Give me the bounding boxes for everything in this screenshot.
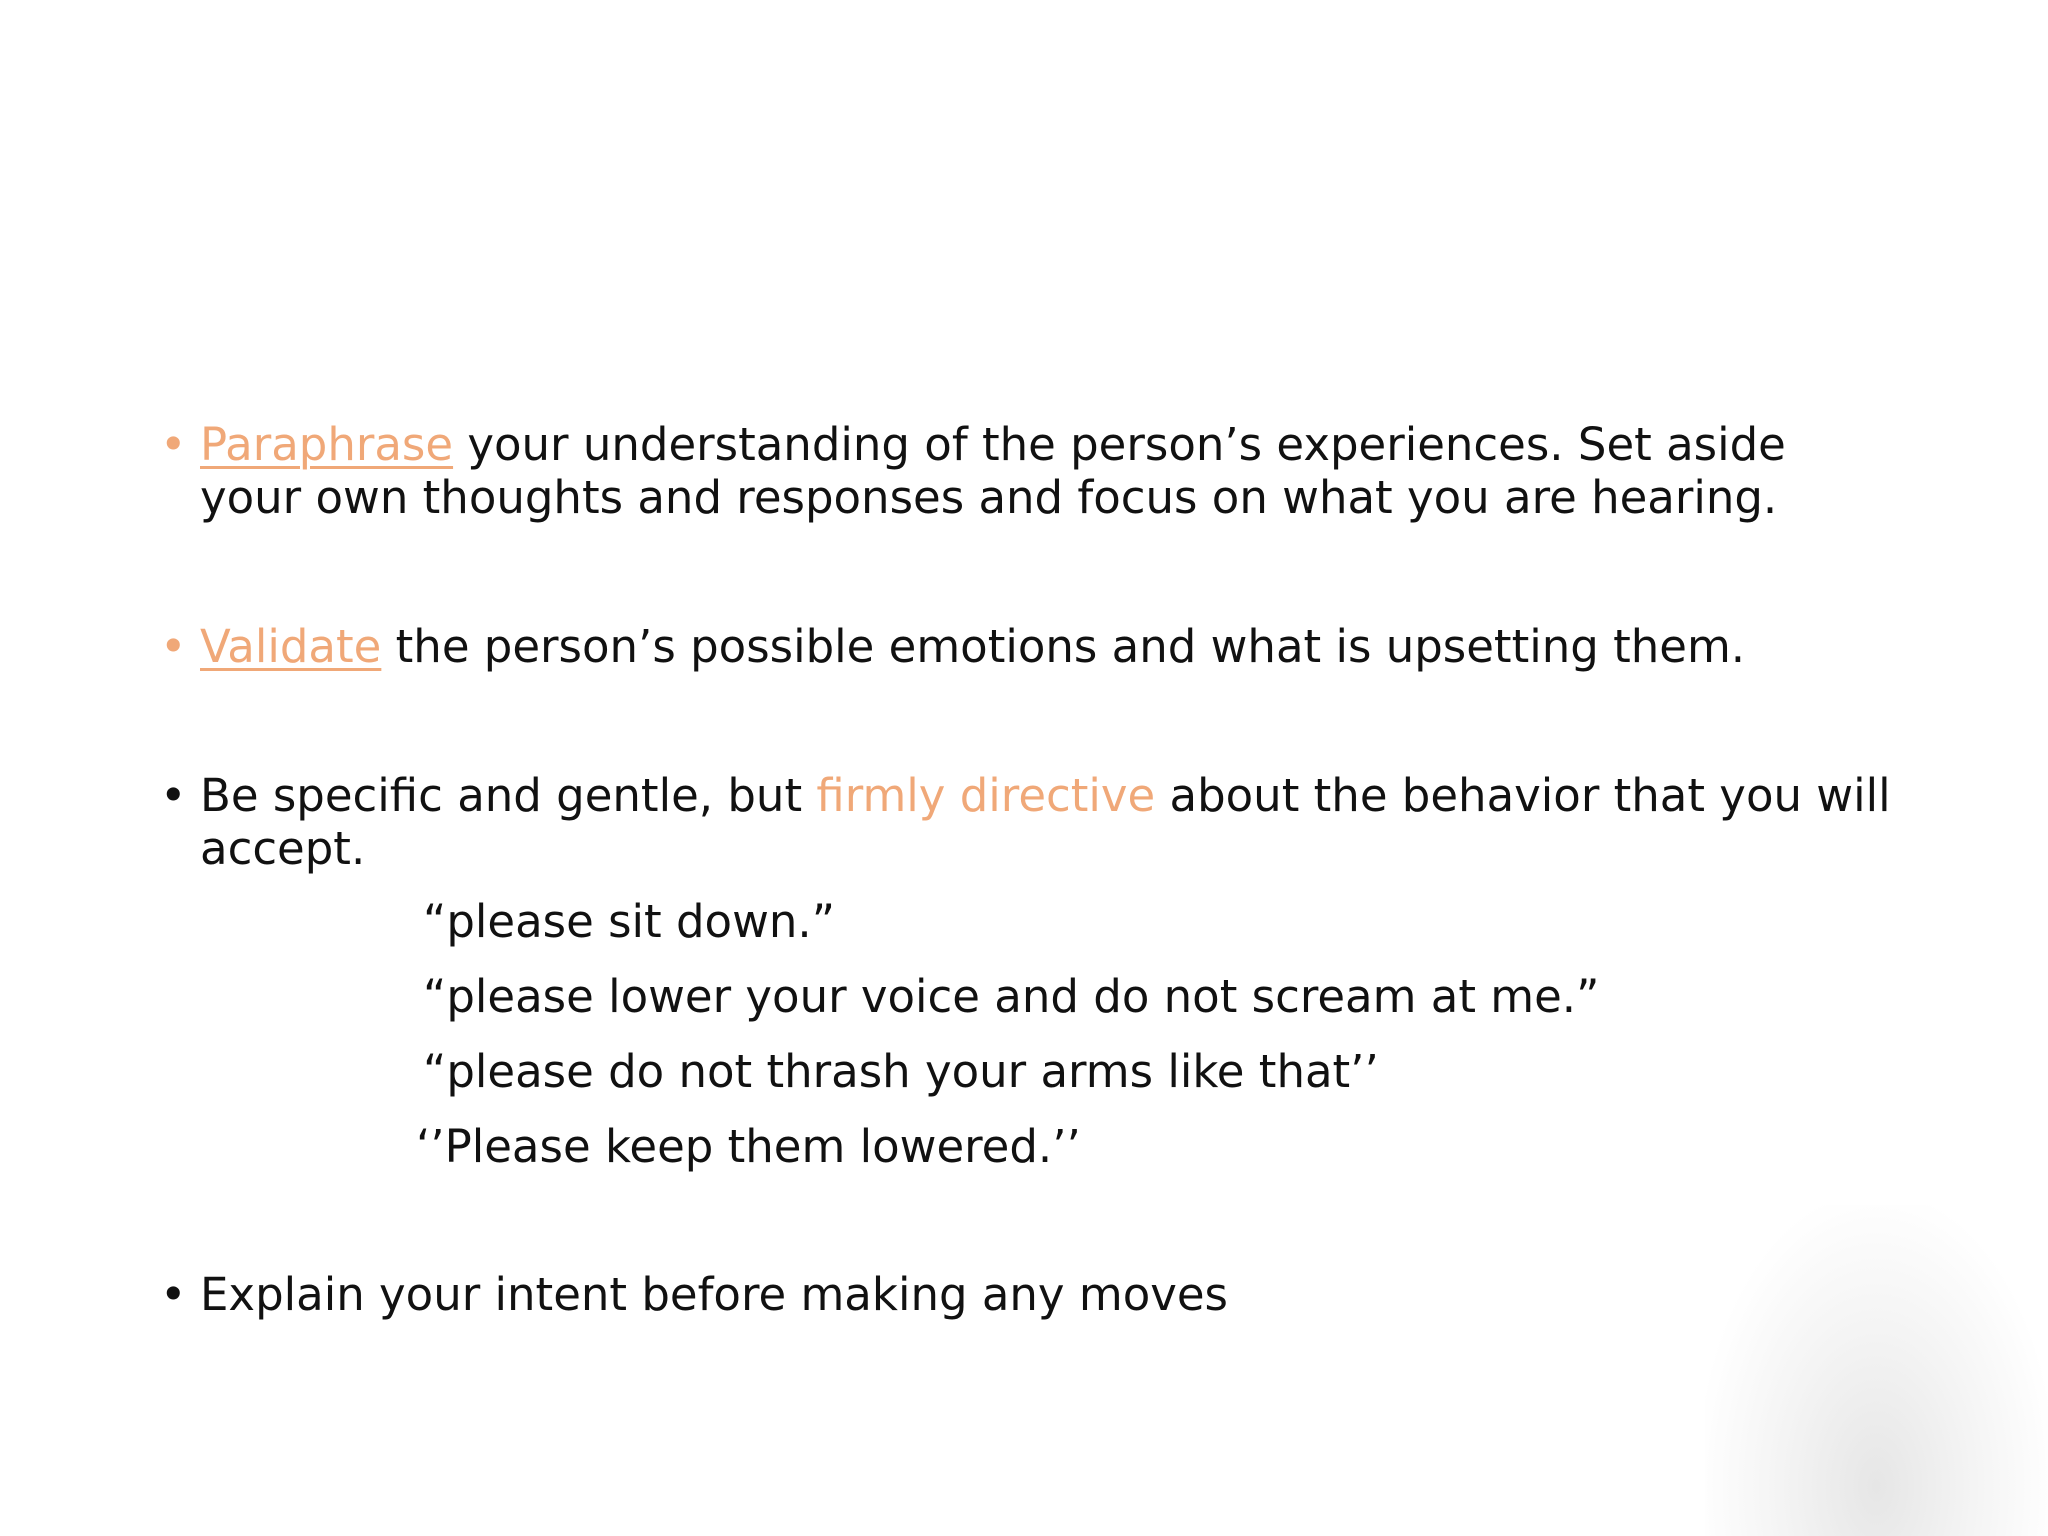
bullet-directive	[160, 769, 1900, 875]
validate-link[interactable]: Validate	[200, 620, 382, 673]
bullet-body: your understanding of the person’s experiences. Set aside your own thoughts and responses and focus on what you are hearing.	[200, 418, 1786, 524]
two-stick-figures-pointing-illustration	[1705, 1205, 2048, 1536]
bullet-text: Explain your intent before making any moves	[200, 1268, 1228, 1321]
quote-arms: “please do not thrash your arms like that’’	[423, 1045, 1379, 1098]
quote-lower-voice: “please lower your voice and do not scream at me.”	[423, 970, 1600, 1023]
bullet-text	[200, 769, 1900, 875]
firmly-directive-highlight: firmly directive	[816, 769, 1156, 822]
bullet-body-end: about the behavior that you will accept.	[200, 769, 1891, 875]
bullet-dot-icon: •	[160, 620, 187, 673]
quote-keep-lowered: ‘’Please keep them lowered.’’	[416, 1120, 1081, 1173]
bullet-validate	[160, 620, 1900, 673]
bullet-body-start: Be specific and gentle, but	[200, 769, 817, 822]
bullet-body: the person’s possible emotions and what is upsetting them.	[381, 620, 1746, 673]
bullet-text	[200, 418, 1900, 524]
bullet-text	[200, 620, 1900, 673]
bullet-dot-icon: •	[160, 769, 187, 822]
bullet-dot-icon: •	[160, 1268, 187, 1321]
bullet-explain-intent	[160, 1268, 1900, 1321]
paraphrase-link[interactable]: Paraphrase	[200, 418, 454, 471]
bullet-dot-icon: •	[160, 418, 187, 471]
bullet-paraphrase	[160, 418, 1900, 524]
quote-sit-down: “please sit down.”	[423, 895, 836, 948]
